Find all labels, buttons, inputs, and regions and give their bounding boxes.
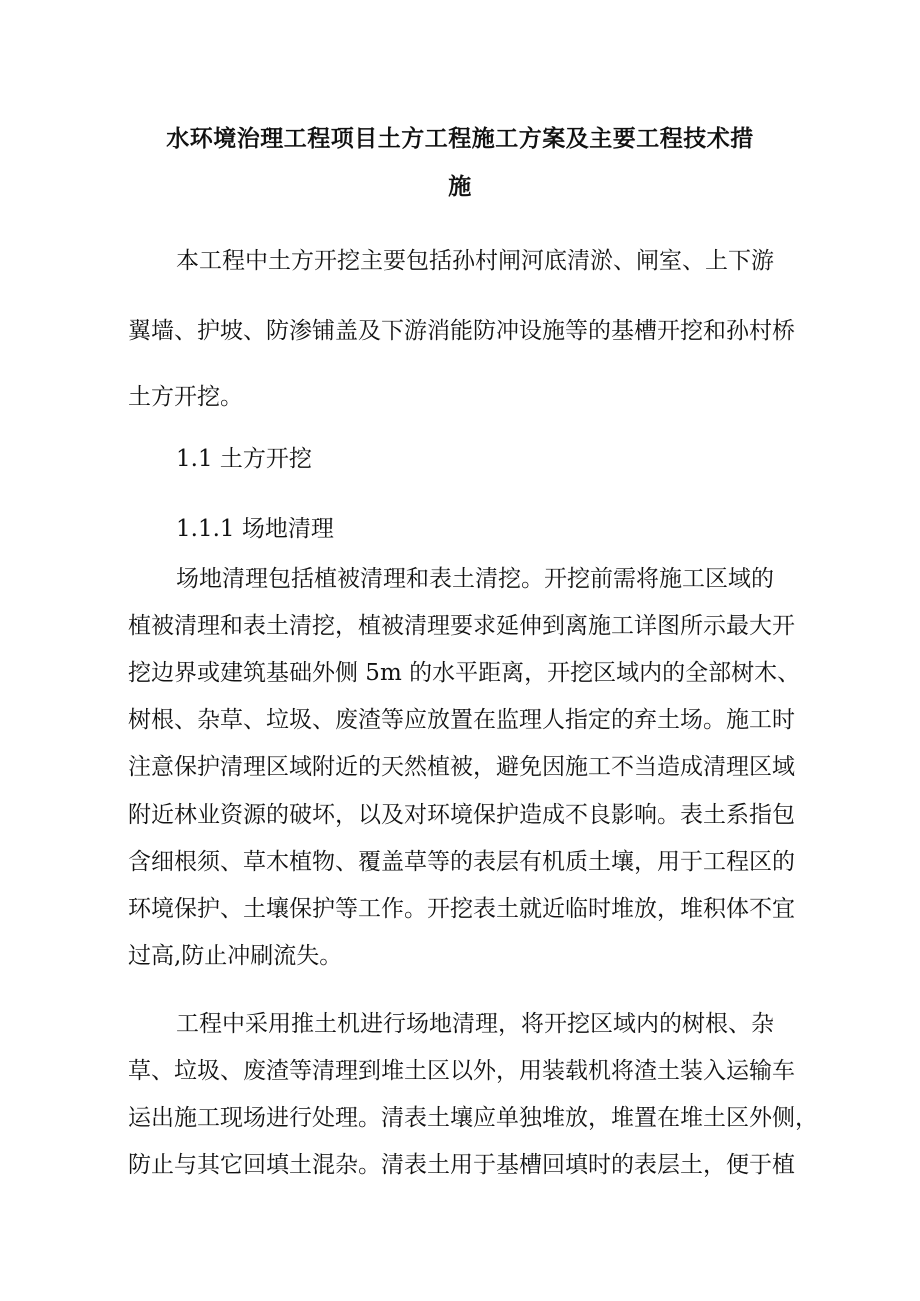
para1-line-7: 含细根须、草木植物、覆盖草等的表层有机质土壤，用于工程区的 bbox=[128, 849, 795, 875]
section-heading-1-1-1: 1.1.1 场地清理 bbox=[176, 516, 334, 542]
para1-line-1: 场地清理包括植被清理和表土清挖。开挖前需将施工区域的 bbox=[176, 566, 774, 592]
document-title-line-2: 施 bbox=[448, 174, 472, 200]
para1-line-3: 挖边界或建筑基础外侧 5m 的水平距离，开挖区域内的全部树木、 bbox=[128, 660, 801, 686]
section-heading-1-1: 1.1 土方开挖 bbox=[176, 446, 312, 472]
intro-line-1: 本工程中土方开挖主要包括孙村闸河底清淤、闸室、上下游 bbox=[176, 248, 774, 274]
para2-line-2: 草、垃圾、废渣等清理到堆土区以外，用装载机将渣土装入运输车 bbox=[128, 1058, 795, 1084]
intro-line-2: 翼墙、护坡、防渗铺盖及下游消能防冲设施等的基槽开挖和孙村桥 bbox=[128, 318, 795, 344]
para1-line-9: 过高,防止冲刷流失。 bbox=[128, 943, 343, 969]
para1-line-5: 注意保护清理区域附近的天然植被，避免因施工不当造成清理区域 bbox=[128, 754, 795, 780]
para1-line-4: 树根、杂草、垃圾、废渣等应放置在监理人指定的弃土场。施工时 bbox=[128, 707, 795, 733]
para1-line-8: 环境保护、土壤保护等工作。开挖表土就近临时堆放，堆积体不宜 bbox=[128, 896, 795, 922]
para2-line-4: 防止与其它回填土混杂。清表土用于基槽回填时的表层土，便于植 bbox=[128, 1152, 795, 1178]
document-title-line-1: 水环境治理工程项目土方工程施工方案及主要工程技术措 bbox=[166, 126, 754, 152]
para2-line-3: 运出施工现场进行处理。清表土壤应单独堆放，堆置在堆土区外侧， bbox=[128, 1105, 818, 1131]
para1-line-6: 附近林业资源的破坏，以及对环境保护造成不良影响。表土系指包 bbox=[128, 802, 795, 828]
para1-line-2: 植被清理和表土清挖，植被清理要求延伸到离施工详图所示最大开 bbox=[128, 613, 795, 639]
para2-line-1: 工程中采用推土机进行场地清理，将开挖区域内的树根、杂 bbox=[176, 1011, 774, 1037]
intro-line-3: 土方开挖。 bbox=[128, 384, 243, 410]
